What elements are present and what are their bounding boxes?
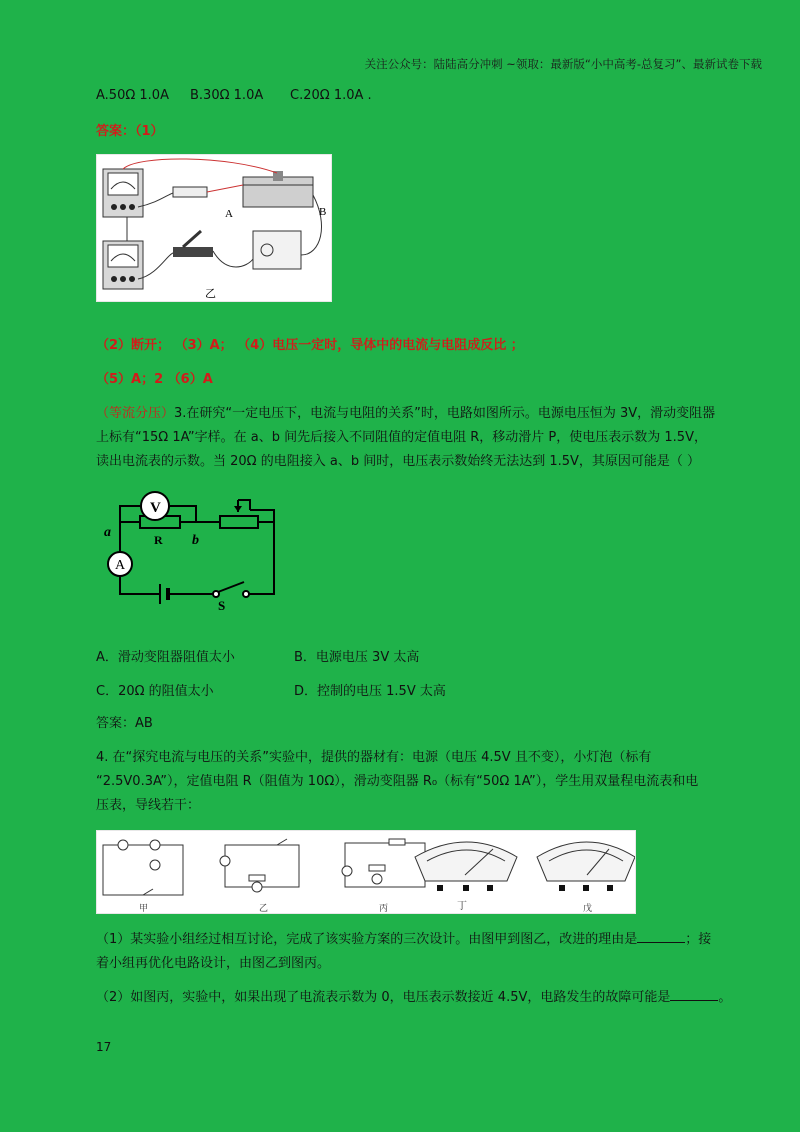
- caption-yi: 乙: [259, 904, 269, 913]
- page-number: 17: [96, 1040, 112, 1054]
- switch-device: [173, 247, 213, 257]
- q3-tag: （等流分压）: [96, 406, 175, 421]
- q3-line-2: 上标有“15Ω 1A”字样。在 a、b 间先后接入不同阻值的定值电阻 R，移动滑片 P，使电压表示数为 1.5V，: [96, 430, 707, 445]
- q3-line-1: [96, 404, 715, 424]
- resistor-label: R: [154, 533, 163, 547]
- apparatus-figure: [96, 154, 332, 302]
- caption-jia: 甲: [139, 904, 149, 913]
- power-supply-device: [253, 231, 301, 269]
- q3-line-3: 读出电流表的示数。当 20Ω 的电阻接入 a、b 间时，电压表示数始终无法达到 1.5V，其原因可能是（ ）: [96, 454, 701, 469]
- q3-option-b: B．电源电压 3V 太高: [294, 650, 420, 665]
- point-b-label: b: [192, 533, 199, 548]
- caption-bing: 丙: [379, 904, 389, 913]
- q4-line-2: “2.5V0.3A”），定值电阻 R（阻值为 10Ω），滑动变阻器 R₀（标有“50Ω 1A”），学生用双量程电流表和电: [96, 774, 699, 789]
- q3-answer: 答案：AB: [96, 716, 153, 731]
- q3-option-c: C．20Ω 的阻值太小: [96, 684, 214, 699]
- q4-line-3: 压表，导线若干：: [96, 798, 201, 813]
- q4-sub1-line-1: [96, 930, 711, 950]
- ammeter-symbol: A: [115, 558, 126, 573]
- resistor-device: [173, 187, 207, 197]
- q4-sub1-text: （1）某实验小组经过相互讨论，完成了该实验方案的三次设计。由图甲到图乙，改进的理由是: [96, 932, 638, 947]
- q4-line-1: 4. 在“探究电流与电压的关系”实验中，提供的器材有：电源（电压 4.5V 且不变），小灯泡（标有: [96, 750, 652, 765]
- caption-ding: 丁: [457, 901, 467, 912]
- circuit-diagram: [96, 486, 296, 616]
- label-b: B: [319, 206, 327, 218]
- apparatus-drawing: [97, 155, 331, 301]
- answer-5-6: （5）A；2 （6）A: [96, 372, 213, 387]
- figure-caption: 乙: [205, 287, 216, 300]
- option-b-prev: B.30Ω 1.0A: [190, 88, 264, 103]
- answer-2-4: （2）断开； （3）A； （4）电压一定时，导体中的电流与电阻成反比 ；: [96, 338, 524, 353]
- point-a-label: a: [104, 525, 111, 540]
- q3-option-a: A．滑动变阻器阻值太小: [96, 650, 235, 665]
- q3-option-d: D．控制的电压 1.5V 太高: [294, 684, 446, 699]
- answer-label: 答案：（1）: [96, 124, 164, 139]
- q4-sub2-end: 。: [718, 990, 732, 1005]
- page-header: 关注公众号：陆陆高分冲刺 ~领取：最新版“小中高考-总复习”、最新试卷下载: [364, 57, 762, 71]
- q4-figures-drawing: [97, 831, 635, 913]
- rheostat-device: [243, 177, 313, 207]
- q4-sub2-text: （2）如图丙，实验中，如果出现了电流表示数为 0，电压表示数接近 4.5V，电路发生的故障可能是: [96, 990, 671, 1005]
- option-a-prev: A.50Ω 1.0A: [96, 88, 169, 103]
- label-a: A: [225, 208, 233, 220]
- q4-figures: [96, 830, 636, 914]
- q4-sub1-line-2: 着小组再优化电路设计，由图乙到图丙。: [96, 956, 331, 971]
- answer-blank-2[interactable]: [670, 988, 718, 1001]
- answer-blank-1[interactable]: [637, 930, 685, 943]
- q4-sub1-tail: ；接: [685, 932, 712, 947]
- voltmeter-symbol: V: [150, 500, 161, 516]
- option-c-prev: C.20Ω 1.0A .: [290, 88, 372, 103]
- switch-label: S: [218, 598, 226, 613]
- q4-sub2: [96, 988, 731, 1008]
- caption-wu: 戊: [583, 904, 593, 913]
- q3-text-1: 3.在研究“一定电压下，电流与电阻的关系”时，电路如图所示。电源电压恒为 3V，滑动变阻器: [174, 406, 716, 421]
